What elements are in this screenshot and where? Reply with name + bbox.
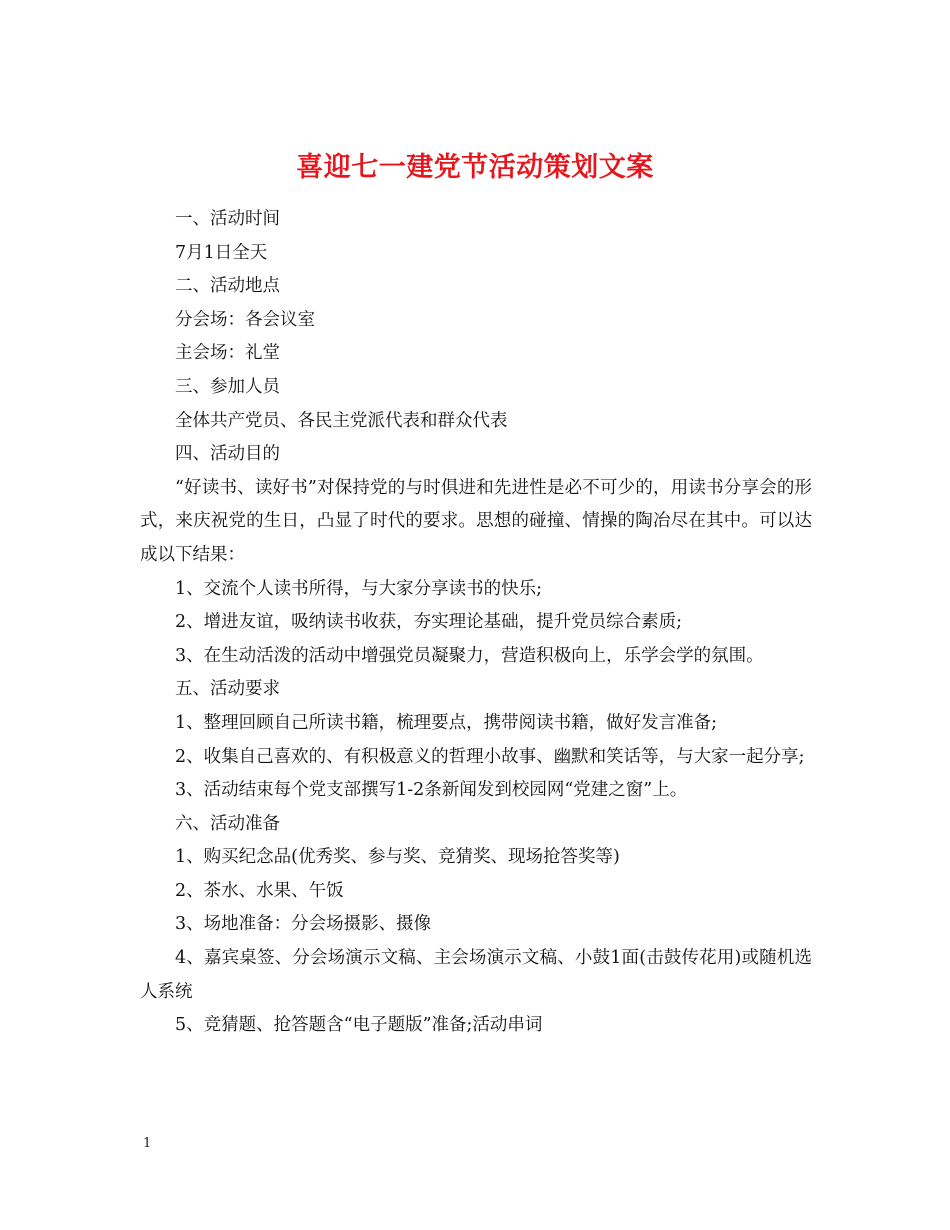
paragraph: 一、活动时间 [175,209,280,229]
paragraph: 分会场：各会议室 [175,309,315,330]
paragraph: 二、活动地点 [175,276,280,297]
paragraph: 六、活动准备 [175,813,280,834]
page-number: 1 [143,1136,152,1151]
paragraph: 全体共产党员、各民主党派代表和群众代表 [175,410,508,431]
paragraph: 3、活动结束每个党支部撰写1-2条新闻发到校园网“党建之窗”上。 [175,780,688,801]
paragraph: 2、增进友谊，吸纳读书收获，夯实理论基础，提升党员综合素质; [175,612,683,633]
document-body [140,203,812,1043]
paragraph: 三、参加人员 [175,376,280,397]
paragraph: 5、竞猜题、抢答题含“电子题版”准备;活动串词 [175,1015,543,1036]
document-title: 喜迎七一建党节活动策划文案 [296,152,654,184]
paragraph: 3、在生动活泼的活动中增强党员凝聚力，营造积极向上，乐学会学的氛围。 [175,645,764,666]
paragraph: 主会场：礼堂 [175,343,280,364]
paragraph: 2、收集自己喜欢的、有积极意义的哲理小故事、幽默和笑话等，与大家一起分享; [175,746,805,767]
paragraph: 2、茶水、水果、午饭 [175,880,344,901]
paragraph: 1、整理回顾自己所读书籍，梳理要点，携带阅读书籍，做好发言准备; [175,712,718,733]
paragraph: 3、场地准备：分会场摄影、摄像 [175,914,432,935]
paragraph: 1、交流个人读书所得，与大家分享读书的快乐; [175,578,543,599]
paragraph: “好读书、读好书”对保持党的与时俱进和先进性是必不可少的，用读书分享会的形式，来庆祝党的生日，凸显了时代的要求。思想的碰撞、情操的陶冶尽在其中。可以达成以下结果： [140,477,812,565]
paragraph: 四、活动目的 [175,444,280,465]
paragraph: 7月1日全天 [175,242,268,263]
paragraph: 4、嘉宾桌签、分会场演示文稿、主会场演示文稿、小鼓1面(击鼓传花用)或随机选人系统 [140,948,812,1002]
paragraph: 1、购买纪念品(优秀奖、参与奖、竞猜奖、现场抢答奖等) [175,847,620,868]
paragraph: 五、活动要求 [175,679,280,700]
